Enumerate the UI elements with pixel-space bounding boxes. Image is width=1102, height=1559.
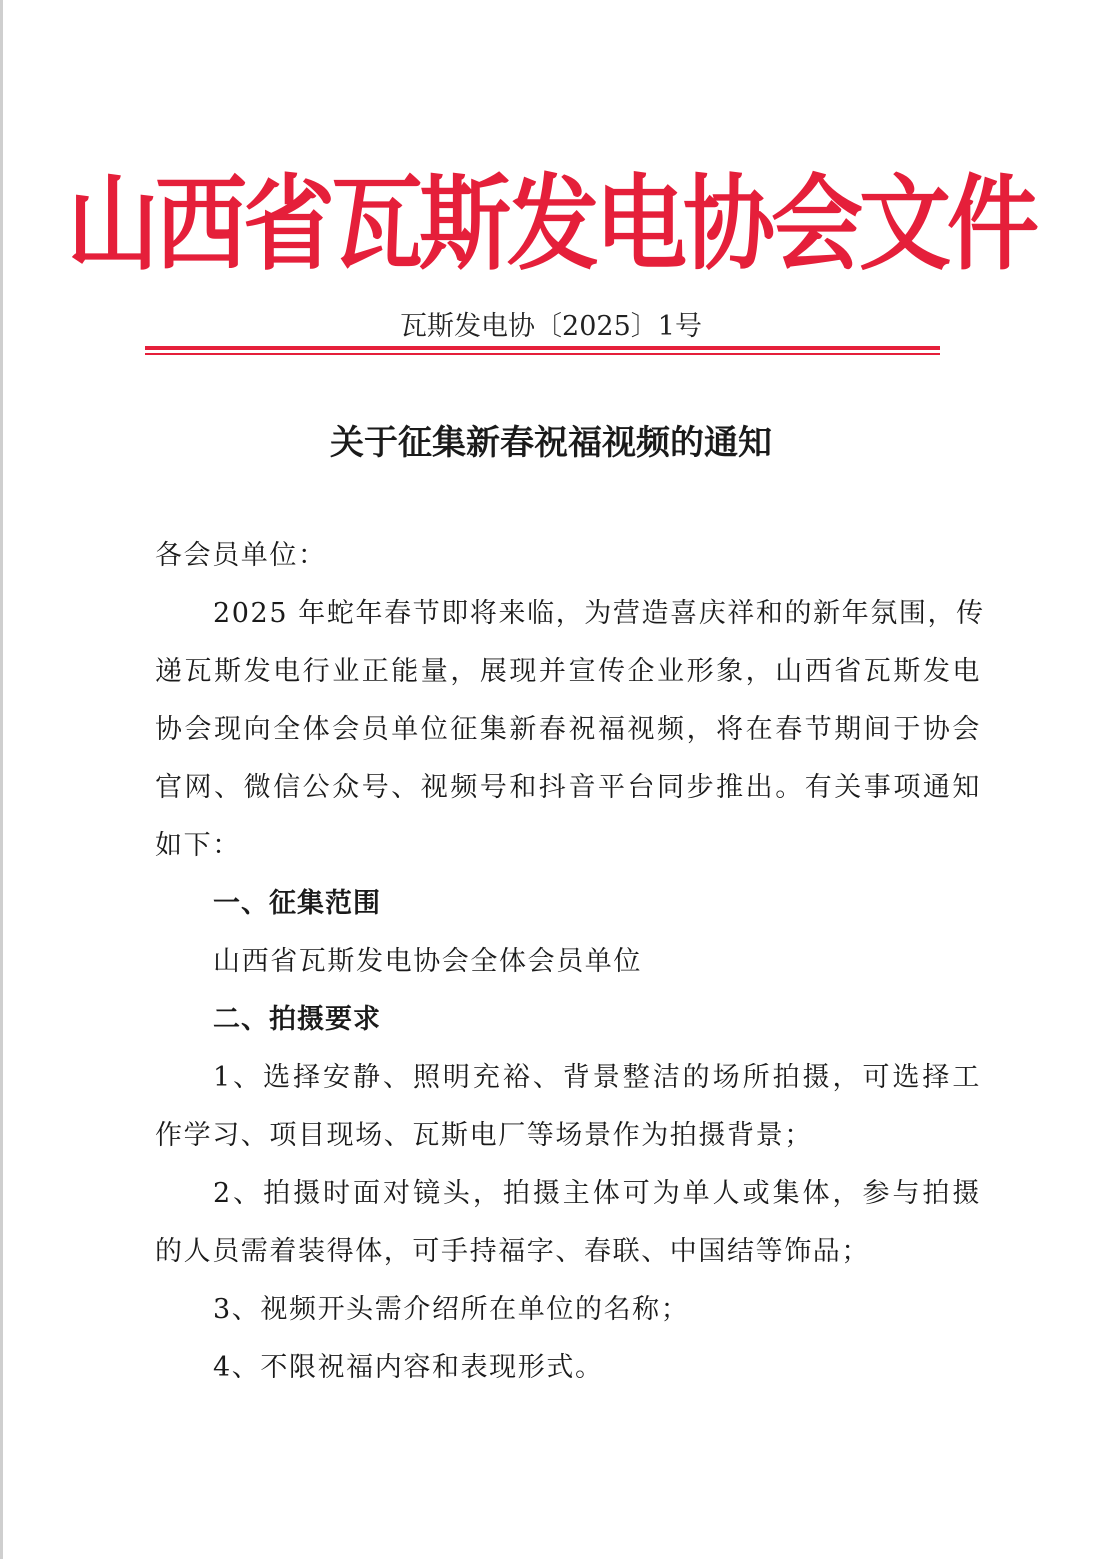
- requirement-4: 4、不限祝福内容和表现形式。: [213, 1352, 604, 1383]
- intro-line-3: 协会现向全体会员单位征集新春祝福视频，将在春节期间于协会: [155, 714, 981, 745]
- intro-line-2: 递瓦斯发电行业正能量，展现并宣传企业形象，山西省瓦斯发电: [155, 656, 981, 687]
- document-title: 关于征集新春祝福视频的通知: [330, 423, 772, 463]
- red-divider-thick: [145, 346, 940, 350]
- requirement-2-line-2: 的人员需着装得体，可手持福字、春联、中国结等饰品；: [155, 1236, 870, 1267]
- requirement-2-line-1: 2、拍摄时面对镜头，拍摄主体可为单人或集体，参与拍摄: [213, 1178, 981, 1209]
- masthead: [0, 160, 1102, 290]
- section-1-content: 山西省瓦斯发电协会全体会员单位: [213, 946, 642, 977]
- salutation: 各会员单位：: [155, 540, 327, 571]
- intro-line-5: 如下：: [155, 830, 241, 861]
- requirement-1-line-1: 1、选择安静、照明充裕、背景整洁的场所拍摄，可选择工: [213, 1062, 981, 1093]
- masthead-title: 山西省瓦斯发电协会文件: [66, 164, 1035, 285]
- intro-line-4: 官网、微信公众号、视频号和抖音平台同步推出。有关事项通知: [155, 772, 981, 803]
- intro-line-1: 2025 年蛇年春节即将来临，为营造喜庆祥和的新年氛围，传: [213, 598, 985, 629]
- requirement-1-line-2: 作学习、项目现场、瓦斯电厂等场景作为拍摄背景；: [155, 1120, 813, 1151]
- document-number: 瓦斯发电协〔2025〕1号: [400, 311, 702, 342]
- requirement-3: 3、视频开头需介绍所在单位的名称；: [213, 1294, 690, 1325]
- section-1-heading: 一、征集范围: [213, 888, 381, 919]
- red-divider-thin: [145, 353, 940, 355]
- section-2-heading: 二、拍摄要求: [213, 1004, 381, 1035]
